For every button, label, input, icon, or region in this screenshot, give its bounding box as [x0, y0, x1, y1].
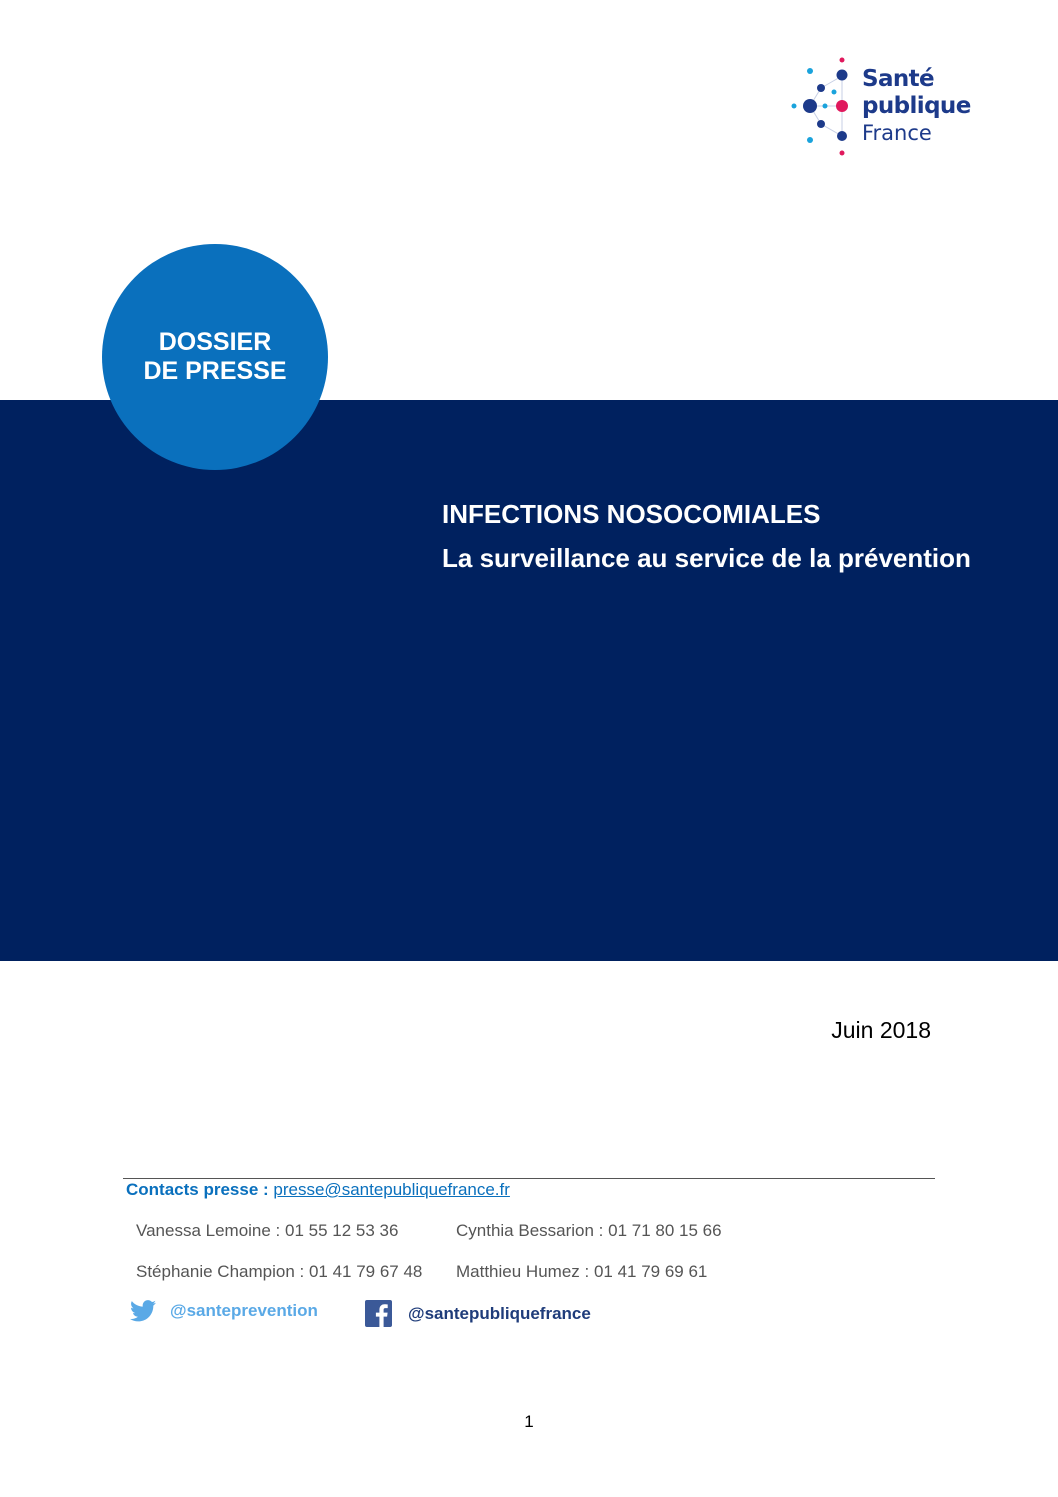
publication-date: Juin 2018 — [831, 1017, 931, 1043]
santepubliquefrance-logo — [788, 56, 978, 161]
dossier-de-presse-badge — [102, 244, 328, 470]
contacts-label: Contacts presse : — [126, 1180, 269, 1199]
badge-line-2: DE PRESSE — [143, 357, 287, 385]
twitter-handle: @santeprevention — [170, 1301, 318, 1320]
logo-line-3: France — [862, 121, 932, 145]
contacts-header — [126, 1180, 510, 1200]
badge-line-1: DOSSIER — [158, 328, 272, 356]
twitter-link[interactable] — [130, 1300, 318, 1322]
logo-wordmark — [862, 66, 971, 147]
logo-line-2: publique — [862, 93, 971, 119]
title-main: INFECTIONS NOSOCOMIALES — [442, 499, 821, 529]
press-email-link[interactable]: presse@santepubliquefrance.fr — [273, 1180, 510, 1199]
contact-item: Stéphanie Champion : 01 41 79 67 48 — [136, 1262, 423, 1281]
contact-item: Cynthia Bessarion : 01 71 80 15 66 — [456, 1221, 722, 1240]
title-band — [0, 400, 1058, 961]
title-subtitle: La surveillance au service de la prévention — [442, 543, 971, 573]
contact-item: Matthieu Humez : 01 41 79 69 61 — [456, 1262, 708, 1281]
logo-line-1: Santé — [862, 66, 935, 92]
twitter-bird-icon — [130, 1300, 156, 1322]
facebook-link[interactable] — [365, 1300, 591, 1327]
facebook-handle: @santepubliquefrance — [408, 1303, 591, 1323]
page-number: 1 — [524, 1412, 534, 1431]
contact-item: Vanessa Lemoine : 01 55 12 53 36 — [136, 1221, 399, 1240]
facebook-icon — [365, 1300, 392, 1327]
logo-network-icon — [788, 56, 858, 161]
document-title — [442, 497, 971, 575]
contacts-divider — [123, 1178, 935, 1179]
